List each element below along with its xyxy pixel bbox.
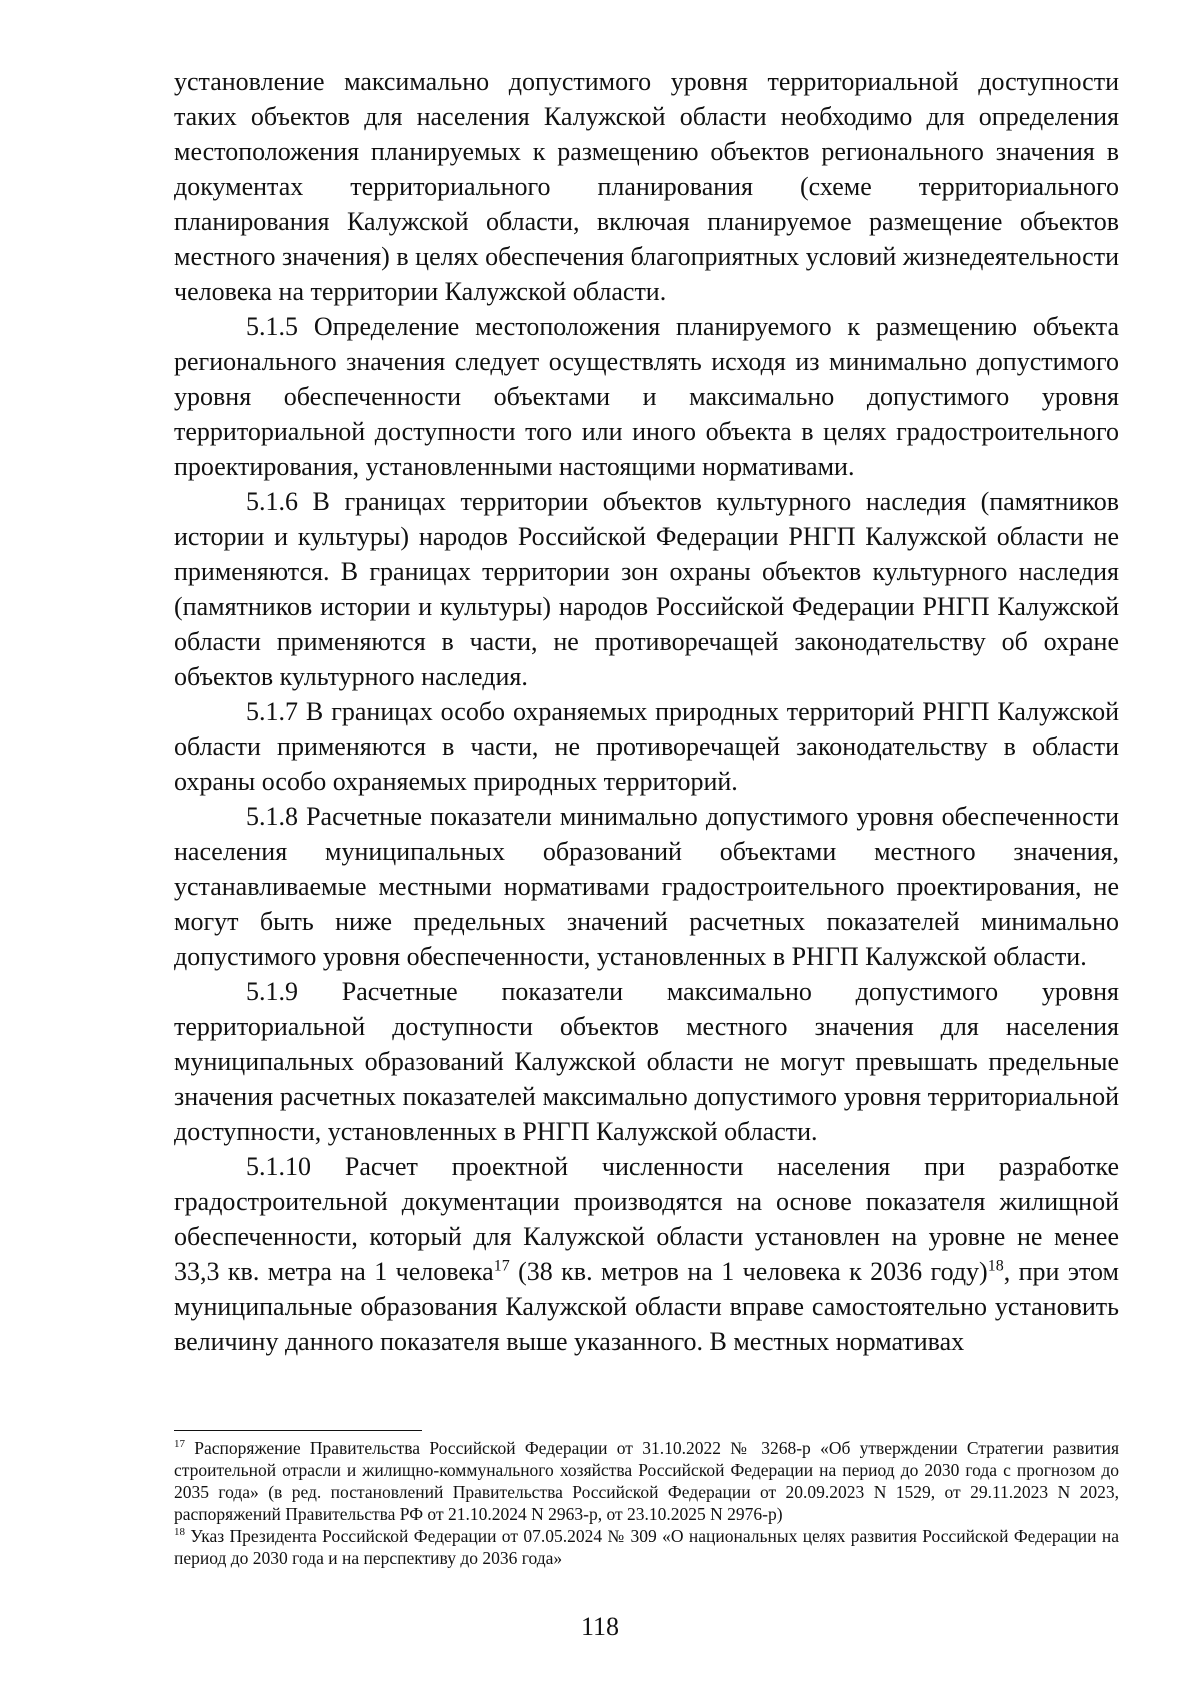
footnote-reference[interactable]: 17: [493, 1257, 510, 1275]
paragraph-5-1-6: 5.1.6 В границах территории объектов культурного наследия (памятников истории и культуры) народов Российской Федерации РНГП Калужской области не применяются. В границах территории зон охраны объектов культурного наследия (памятников истории и культуры) народов Российской Федерации РНГП Калужской области применяются в части, не противоречащей законодательству об охране объектов культурного наследия.: [174, 487, 1119, 691]
paragraph-5-1-8: 5.1.8 Расчетные показатели минимально допустимого уровня обеспеченности населения муниципальных образований объектами местного значения, устанавливаемые местными нормативами градостроительного проектирования, не могут быть ниже предельных значений расчетных показателей минимально допустимого уровня обеспеченности, установленных в РНГП Калужской области.: [174, 802, 1119, 971]
footnote-17: [174, 1437, 1119, 1525]
footnote-18: [174, 1525, 1119, 1569]
footnote-mark: 18: [174, 1526, 185, 1539]
paragraph-continuation: установление максимально допустимого уровня территориальной доступности таких объектов для населения Калужской области необходимо для определения местоположения планируемых к размещению объектов регионального значения в документах территориального планирования (схеме территориального планирования Калужской области, включая планируемое размещение объектов местного значения) в целях обеспечения благоприятных условий жизнедеятельности человека на территории Калужской области.: [174, 67, 1119, 306]
footnote-mark: 17: [174, 1438, 185, 1451]
paragraph-5-1-5: 5.1.5 Определение местоположения планируемого к размещению объекта регионального значения следует осуществлять исходя из минимально допустимого уровня обеспеченности объектами и максимально допустимого уровня территориальной доступности того или иного объекта в целях градостроительного проектирования, установленными настоящими нормативами.: [174, 312, 1119, 481]
paragraph-5-1-9: 5.1.9 Расчетные показатели максимально допустимого уровня территориальной доступности объектов местного значения для населения муниципальных образований Калужской области не могут превышать предельные значения расчетных показателей максимально допустимого уровня территориальной доступности, установленных в РНГП Калужской области.: [174, 977, 1119, 1146]
page-number: 118: [580, 1612, 620, 1641]
footnote-text: Указ Президента Российской Федерации от 07.05.2024 № 309 «О национальных целях развития Российской Федерации на период до 2030 года и на перспективу до 2036 года»: [174, 1526, 1119, 1568]
footnote-text: Распоряжение Правительства Российской Федерации от 31.10.2022 № 3268-р «Об утверждении Стратегии развития строительной отрасли и жилищно-коммунального хозяйства Российской Федерации на период до 2030 года с прогнозом до 2035 года» (в ред. постановлений Правительства Российской Федерации от 20.09.2023 N 1529, от 29.11.2023 N 2023, распоряжений Правительства РФ от 21.10.2024 N 2963-р, от 23.10.2025 N 2976-р): [174, 1438, 1119, 1524]
paragraph-5-1-7: 5.1.7 В границах особо охраняемых природных территорий РНГП Калужской области применяются в части, не противоречащей законодательству в области охраны особо охраняемых природных территорий.: [174, 697, 1119, 796]
page-body: [174, 64, 1119, 1359]
paragraph-5-1-10: [174, 1149, 1119, 1359]
paragraph-text: , при этом муниципальные образования Калужской области вправе самостоятельно установить величину данного показателя выше указанного. В местных нормативах: [174, 1257, 1119, 1356]
footnotes: [174, 1437, 1119, 1569]
paragraph-text: (38 кв. метров на 1 человека к 2036 году): [509, 1257, 988, 1286]
footnote-separator: [174, 1430, 422, 1431]
paragraph-text: 5.1.10 Расчет проектной численности населения при разработке градостроительной документации производятся на основе показателя жилищной обеспеченности, который для Калужской области установлен на уровне не менее 33,3 кв. метра на 1 человека: [174, 1152, 1119, 1286]
footnote-reference[interactable]: 18: [987, 1257, 1004, 1275]
